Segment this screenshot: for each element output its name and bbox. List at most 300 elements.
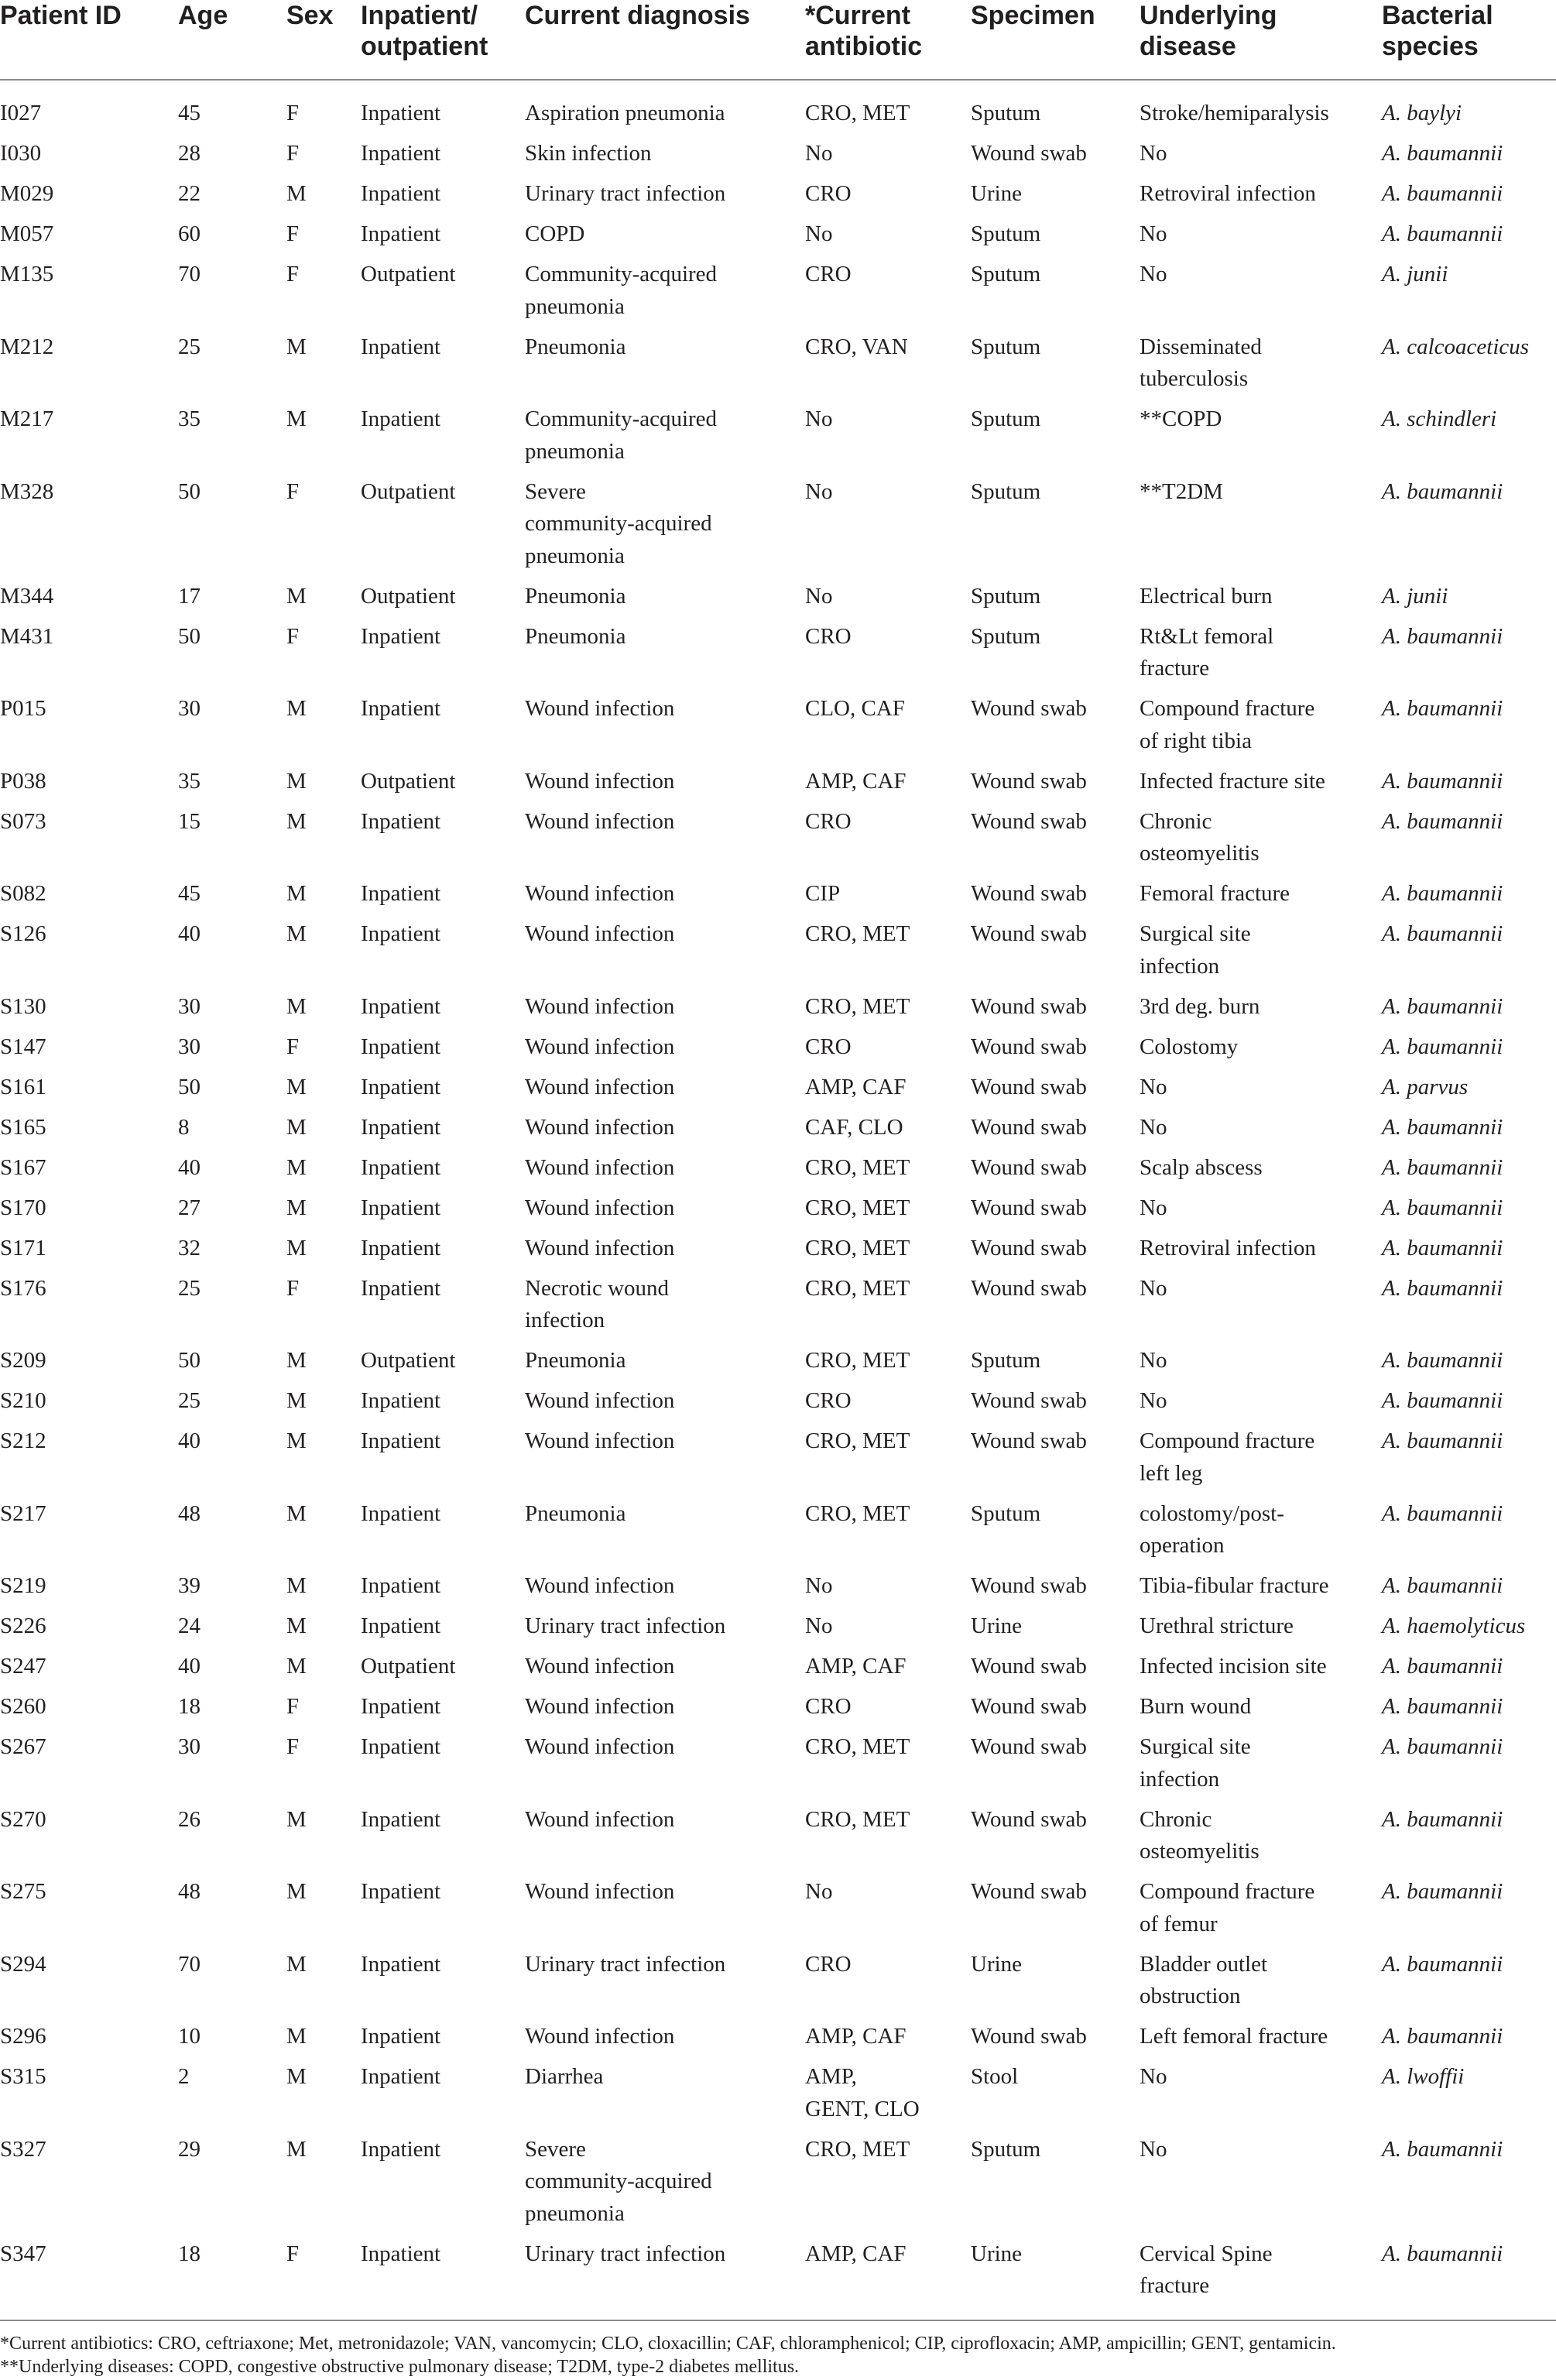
cell-antibiotic-line: CRO bbox=[805, 181, 852, 206]
cell-specimen: Urine bbox=[971, 1951, 1023, 1977]
cell-antibiotic-line: AMP, bbox=[805, 2064, 857, 2089]
cell-antibiotic bbox=[805, 2021, 971, 2061]
cell-diagnosis bbox=[525, 621, 805, 694]
cell-age: 40 bbox=[178, 1654, 200, 1679]
cell-age: 50 bbox=[178, 623, 200, 649]
cell-species: A. baylyi bbox=[1382, 101, 1462, 125]
cell-antibiotic bbox=[805, 476, 971, 581]
cell-antibiotic bbox=[805, 138, 971, 178]
cell-sex: M bbox=[286, 334, 307, 359]
cell-patient-id: S260 bbox=[0, 1694, 46, 1719]
cell-diagnosis bbox=[525, 1691, 805, 1731]
cell-antibiotic bbox=[805, 98, 971, 138]
cell-species: A. baumannii bbox=[1382, 2241, 1503, 2266]
table-row bbox=[0, 2061, 1556, 2134]
cell-antibiotic-line: AMP, CAF bbox=[805, 1074, 907, 1099]
cell-species: A. baumannii bbox=[1382, 1806, 1503, 1832]
cell-species: A. baumannii bbox=[1382, 1694, 1503, 1719]
header-species: Bacterial species bbox=[1382, 0, 1556, 80]
table-row bbox=[0, 476, 1556, 581]
cell-antibiotic-line: CLO, CAF bbox=[805, 696, 905, 721]
cell-age: 8 bbox=[178, 1114, 190, 1140]
cell-age: 17 bbox=[178, 583, 200, 609]
cell-antibiotic bbox=[805, 1273, 971, 1346]
table-row bbox=[0, 98, 1556, 138]
cell-antibiotic bbox=[805, 1804, 971, 1877]
cell-patient-id: S165 bbox=[0, 1114, 46, 1140]
cell-underlying bbox=[1140, 1345, 1382, 1385]
cell-status: Inpatient bbox=[361, 1388, 441, 1413]
cell-age: 40 bbox=[178, 921, 200, 946]
cell-diagnosis-line: Pneumonia bbox=[525, 1348, 626, 1373]
cell-underlying-line: Infected incision site bbox=[1140, 1654, 1327, 1679]
table-row bbox=[0, 1651, 1556, 1691]
cell-status: Inpatient bbox=[361, 623, 441, 649]
cell-age: 18 bbox=[178, 2241, 200, 2266]
cell-sex: M bbox=[286, 1235, 307, 1260]
cell-specimen: Wound swab bbox=[971, 1654, 1087, 1679]
cell-diagnosis bbox=[525, 766, 805, 806]
cell-species: A. baumannii bbox=[1382, 1154, 1503, 1180]
cell-diagnosis-line: COPD bbox=[525, 221, 585, 246]
cell-diagnosis-line: Community-acquired bbox=[525, 406, 718, 431]
cell-age: 22 bbox=[178, 181, 200, 206]
cell-antibiotic bbox=[805, 806, 971, 879]
cell-underlying-line: No bbox=[1140, 221, 1167, 246]
cell-underlying bbox=[1140, 1425, 1382, 1498]
cell-underlying bbox=[1140, 621, 1382, 694]
cell-underlying bbox=[1140, 2134, 1382, 2238]
cell-sex: F bbox=[286, 221, 300, 246]
cell-status: Inpatient bbox=[361, 1034, 441, 1059]
cell-species: A. baumannii bbox=[1382, 181, 1503, 206]
cell-status: Inpatient bbox=[361, 1734, 441, 1759]
cell-underlying-line: infection bbox=[1140, 1766, 1220, 1792]
cell-sex: M bbox=[286, 768, 307, 794]
cell-sex: F bbox=[286, 101, 300, 125]
cell-sex: M bbox=[286, 2024, 307, 2049]
cell-specimen: Stool bbox=[971, 2064, 1019, 2089]
cell-underlying bbox=[1140, 1152, 1382, 1192]
table-row bbox=[0, 1192, 1556, 1233]
cell-underlying-line: No bbox=[1140, 1114, 1167, 1140]
cell-diagnosis-line: Wound infection bbox=[525, 2024, 675, 2049]
cell-sex: M bbox=[286, 1654, 307, 1679]
cell-antibiotic bbox=[805, 1691, 971, 1731]
cell-status: Inpatient bbox=[361, 696, 441, 721]
cell-antibiotic-line: CRO, MET bbox=[805, 1348, 910, 1373]
cell-specimen: Sputum bbox=[971, 221, 1041, 246]
cell-age: 48 bbox=[178, 1879, 200, 1904]
cell-underlying-line: Retroviral infection bbox=[1140, 181, 1316, 206]
cell-underlying-line: 3rd deg. burn bbox=[1140, 993, 1260, 1019]
cell-age: 40 bbox=[178, 1154, 200, 1180]
cell-status: Inpatient bbox=[361, 1694, 441, 1719]
cell-species: A. junii bbox=[1382, 262, 1448, 286]
cell-diagnosis-line: pneumonia bbox=[525, 543, 625, 568]
cell-species: A. baumannii bbox=[1382, 623, 1503, 649]
cell-diagnosis-line: Pneumonia bbox=[525, 1500, 626, 1526]
cell-specimen: Wound swab bbox=[971, 808, 1087, 834]
cell-underlying bbox=[1140, 138, 1382, 178]
cell-underlying-line: fracture bbox=[1140, 656, 1210, 681]
cell-antibiotic bbox=[805, 621, 971, 694]
cell-species: A. haemolyticus bbox=[1382, 1614, 1526, 1638]
cell-antibiotic bbox=[805, 766, 971, 806]
cell-antibiotic-line: CRO, MET bbox=[805, 1195, 910, 1220]
cell-underlying bbox=[1140, 476, 1382, 581]
cell-diagnosis bbox=[525, 218, 805, 259]
cell-species: A. baumannii bbox=[1382, 141, 1503, 166]
cell-underlying-line: Stroke/hemiparalysis bbox=[1140, 101, 1329, 125]
cell-specimen: Wound swab bbox=[971, 1275, 1087, 1301]
table-row bbox=[0, 178, 1556, 218]
cell-underlying-line: tuberculosis bbox=[1140, 366, 1249, 391]
cell-species: A. baumannii bbox=[1382, 993, 1503, 1019]
cell-specimen: Wound swab bbox=[971, 1034, 1087, 1059]
cell-diagnosis bbox=[525, 1876, 805, 1949]
cell-underlying bbox=[1140, 1385, 1382, 1425]
cell-antibiotic bbox=[805, 178, 971, 218]
cell-sex: M bbox=[286, 881, 307, 906]
cell-species: A. baumannii bbox=[1382, 1428, 1503, 1453]
cell-sex: M bbox=[286, 2064, 307, 2089]
table-bottom-rule bbox=[0, 2320, 1556, 2321]
cell-underlying bbox=[1140, 1192, 1382, 1233]
cell-underlying bbox=[1140, 1651, 1382, 1691]
cell-status: Inpatient bbox=[361, 808, 441, 834]
cell-sex: F bbox=[286, 1734, 300, 1759]
cell-underlying bbox=[1140, 1273, 1382, 1346]
cell-diagnosis bbox=[525, 1804, 805, 1877]
footnote-diseases: **Underlying diseases: COPD, congestive obstructive pulmonary disease; T2DM, type-2 diabetes mellitus. bbox=[0, 2357, 800, 2377]
cell-patient-id: S347 bbox=[0, 2241, 46, 2266]
table-row bbox=[0, 1731, 1556, 1804]
cell-antibiotic bbox=[805, 1570, 971, 1610]
header-status: Inpatient/ outpatient bbox=[361, 0, 525, 80]
cell-sex: M bbox=[286, 808, 307, 834]
table-row bbox=[0, 1072, 1556, 1112]
cell-sex: M bbox=[286, 696, 307, 721]
cell-antibiotic bbox=[805, 1949, 971, 2022]
cell-diagnosis-line: Diarrhea bbox=[525, 2064, 604, 2089]
cell-age: 29 bbox=[178, 2136, 200, 2162]
cell-diagnosis-line: pneumonia bbox=[525, 438, 625, 464]
cell-underlying-line: Tibia-fibular fracture bbox=[1140, 1573, 1329, 1598]
cell-antibiotic bbox=[805, 1233, 971, 1273]
cell-age: 27 bbox=[178, 1195, 200, 1220]
table-row bbox=[0, 1876, 1556, 1949]
cell-age: 50 bbox=[178, 478, 200, 504]
cell-specimen: Wound swab bbox=[971, 1806, 1087, 1832]
cell-status: Inpatient bbox=[361, 101, 441, 125]
cell-diagnosis bbox=[525, 2238, 805, 2311]
cell-patient-id: M029 bbox=[0, 181, 54, 206]
cell-underlying-line: Electrical burn bbox=[1140, 583, 1273, 609]
cell-antibiotic-line: CRO bbox=[805, 623, 852, 649]
cell-patient-id: M344 bbox=[0, 583, 54, 609]
table-row bbox=[0, 1949, 1556, 2022]
cell-diagnosis-line: Wound infection bbox=[525, 1114, 675, 1140]
cell-underlying bbox=[1140, 1731, 1382, 1804]
cell-underlying-line: No bbox=[1140, 1388, 1167, 1413]
table-row bbox=[0, 1498, 1556, 1571]
cell-patient-id: S315 bbox=[0, 2064, 46, 2089]
cell-age: 2 bbox=[178, 2064, 190, 2089]
cell-sex: F bbox=[286, 1275, 300, 1301]
cell-age: 35 bbox=[178, 768, 200, 794]
cell-underlying bbox=[1140, 1498, 1382, 1571]
cell-underlying-line: obstruction bbox=[1140, 1984, 1241, 2008]
cell-sex: M bbox=[286, 993, 307, 1019]
cell-age: 30 bbox=[178, 1734, 200, 1759]
cell-antibiotic-line: GENT, CLO bbox=[805, 2096, 920, 2121]
cell-patient-id: S294 bbox=[0, 1951, 46, 1977]
cell-underlying-line: Femoral fracture bbox=[1140, 881, 1290, 906]
cell-age: 15 bbox=[178, 808, 200, 834]
cell-age: 25 bbox=[178, 1275, 200, 1301]
cell-specimen: Wound swab bbox=[971, 1734, 1087, 1759]
cell-diagnosis bbox=[525, 259, 805, 331]
cell-status: Inpatient bbox=[361, 2024, 441, 2049]
table-row bbox=[0, 806, 1556, 879]
cell-specimen: Sputum bbox=[971, 262, 1041, 286]
table-row bbox=[0, 991, 1556, 1031]
cell-species: A. baumannii bbox=[1382, 221, 1503, 246]
cell-antibiotic bbox=[805, 1192, 971, 1233]
cell-antibiotic bbox=[805, 581, 971, 621]
cell-patient-id: S073 bbox=[0, 808, 46, 834]
cell-diagnosis bbox=[525, 1949, 805, 2022]
cell-patient-id: P015 bbox=[0, 696, 46, 721]
cell-status: Inpatient bbox=[361, 1879, 441, 1904]
table-row bbox=[0, 918, 1556, 991]
cell-species: A. baumannii bbox=[1382, 881, 1503, 906]
cell-sex: F bbox=[286, 141, 300, 166]
cell-diagnosis-line: Wound infection bbox=[525, 1879, 675, 1904]
cell-antibiotic-line: AMP, CAF bbox=[805, 768, 907, 794]
cell-status: Inpatient bbox=[361, 2136, 441, 2162]
cell-species: A. baumannii bbox=[1382, 1951, 1503, 1977]
cell-species: A. baumannii bbox=[1382, 1114, 1503, 1140]
cell-underlying-line: No bbox=[1140, 2136, 1167, 2162]
cell-diagnosis-line: Community-acquired bbox=[525, 262, 718, 286]
cell-age: 39 bbox=[178, 1573, 200, 1598]
cell-underlying bbox=[1140, 1031, 1382, 1072]
cell-patient-id: S176 bbox=[0, 1275, 46, 1301]
cell-underlying bbox=[1140, 2238, 1382, 2311]
header-spacer bbox=[0, 80, 1556, 98]
cell-status: Inpatient bbox=[361, 1428, 441, 1453]
header-row bbox=[0, 0, 1556, 80]
cell-antibiotic bbox=[805, 1610, 971, 1651]
table-row bbox=[0, 1273, 1556, 1346]
cell-diagnosis-line: Wound infection bbox=[525, 1654, 675, 1679]
cell-sex: M bbox=[286, 1573, 307, 1598]
cell-diagnosis-line: community-acquired bbox=[525, 2169, 712, 2193]
cell-diagnosis-line: pneumonia bbox=[525, 293, 625, 319]
cell-antibiotic bbox=[805, 1651, 971, 1691]
cell-diagnosis-line: Pneumonia bbox=[525, 334, 626, 359]
cell-diagnosis-line: Wound infection bbox=[525, 921, 675, 946]
cell-specimen: Wound swab bbox=[971, 1195, 1087, 1220]
cell-antibiotic bbox=[805, 1385, 971, 1425]
cell-underlying bbox=[1140, 2061, 1382, 2134]
table-row bbox=[0, 1112, 1556, 1152]
cell-antibiotic bbox=[805, 1031, 971, 1072]
table-row bbox=[0, 331, 1556, 404]
cell-age: 50 bbox=[178, 1074, 200, 1099]
cell-specimen: Wound swab bbox=[971, 881, 1087, 906]
cell-age: 30 bbox=[178, 1034, 200, 1059]
cell-status: Inpatient bbox=[361, 1500, 441, 1526]
cell-diagnosis-line: Urinary tract infection bbox=[525, 1614, 726, 1638]
cell-diagnosis bbox=[525, 138, 805, 178]
cell-patient-id: S267 bbox=[0, 1734, 46, 1759]
cell-specimen: Wound swab bbox=[971, 1235, 1087, 1260]
cell-sex: M bbox=[286, 1806, 307, 1832]
cell-age: 30 bbox=[178, 696, 200, 721]
cell-diagnosis bbox=[525, 1233, 805, 1273]
cell-species: A. baumannii bbox=[1382, 768, 1503, 794]
cell-status: Outpatient bbox=[361, 1654, 456, 1679]
cell-underlying-line: Surgical site bbox=[1140, 921, 1251, 946]
cell-diagnosis bbox=[525, 2021, 805, 2061]
cell-status: Inpatient bbox=[361, 1074, 441, 1099]
cell-age: 32 bbox=[178, 1235, 200, 1260]
cell-species: A. baumannii bbox=[1382, 1275, 1503, 1301]
cell-underlying-line: osteomyelitis bbox=[1140, 841, 1260, 866]
cell-antibiotic-line: CRO bbox=[805, 1388, 852, 1413]
cell-underlying bbox=[1140, 1233, 1382, 1273]
table-row bbox=[0, 2021, 1556, 2061]
cell-species: A. baumannii bbox=[1382, 2136, 1503, 2162]
header-patient-id: Patient ID bbox=[0, 0, 178, 80]
cell-underlying bbox=[1140, 806, 1382, 879]
cell-diagnosis-line: community-acquired bbox=[525, 511, 712, 536]
cell-sex: M bbox=[286, 1074, 307, 1099]
cell-status: Inpatient bbox=[361, 181, 441, 206]
table-row bbox=[0, 2238, 1556, 2311]
cell-specimen: Wound swab bbox=[971, 921, 1087, 946]
cell-diagnosis bbox=[525, 1731, 805, 1804]
cell-status: Inpatient bbox=[361, 1114, 441, 1140]
cell-age: 24 bbox=[178, 1614, 200, 1638]
cell-diagnosis bbox=[525, 1385, 805, 1425]
cell-underlying-line: left leg bbox=[1140, 1460, 1203, 1486]
cell-status: Inpatient bbox=[361, 1235, 441, 1260]
cell-diagnosis-line: Urinary tract infection bbox=[525, 181, 726, 206]
cell-species: A. parvus bbox=[1382, 1074, 1469, 1099]
cell-sex: M bbox=[286, 1951, 307, 1977]
cell-sex: M bbox=[286, 1614, 307, 1638]
cell-diagnosis bbox=[525, 991, 805, 1031]
cell-status: Inpatient bbox=[361, 1154, 441, 1180]
cell-antibiotic-line: CRO, MET bbox=[805, 1275, 910, 1301]
header-age: Age bbox=[178, 0, 286, 80]
cell-diagnosis bbox=[525, 476, 805, 581]
cell-status: Outpatient bbox=[361, 262, 456, 286]
cell-sex: M bbox=[286, 1348, 307, 1373]
cell-antibiotic-line: CRO, MET bbox=[805, 2136, 910, 2162]
cell-patient-id: S209 bbox=[0, 1348, 46, 1373]
cell-antibiotic bbox=[805, 693, 971, 766]
cell-antibiotic bbox=[805, 2238, 971, 2311]
cell-antibiotic-line: CRO bbox=[805, 1694, 852, 1719]
cell-status: Inpatient bbox=[361, 1806, 441, 1832]
cell-age: 25 bbox=[178, 1388, 200, 1413]
cell-specimen: Sputum bbox=[971, 583, 1041, 609]
cell-antibiotic-line: CRO bbox=[805, 1951, 852, 1977]
cell-diagnosis-line: Wound infection bbox=[525, 881, 675, 906]
cell-age: 25 bbox=[178, 334, 200, 359]
cell-status: Inpatient bbox=[361, 1614, 441, 1638]
cell-diagnosis bbox=[525, 581, 805, 621]
cell-patient-id: S219 bbox=[0, 1573, 46, 1598]
header-underlying: Underlying disease bbox=[1140, 0, 1382, 80]
cell-diagnosis-line: Wound infection bbox=[525, 1074, 675, 1099]
cell-sex: M bbox=[286, 1195, 307, 1220]
cell-status: Inpatient bbox=[361, 1951, 441, 1977]
cell-underlying bbox=[1140, 218, 1382, 259]
cell-specimen: Wound swab bbox=[971, 696, 1087, 721]
cell-patient-id: S210 bbox=[0, 1388, 46, 1413]
cell-specimen: Sputum bbox=[971, 1500, 1041, 1526]
cell-underlying-line: No bbox=[1140, 2064, 1167, 2089]
table-row bbox=[0, 1233, 1556, 1273]
cell-underlying-line: No bbox=[1140, 1275, 1167, 1301]
cell-patient-id: S130 bbox=[0, 993, 46, 1019]
cell-underlying-line: Left femoral fracture bbox=[1140, 2024, 1328, 2049]
cell-status: Inpatient bbox=[361, 993, 441, 1019]
cell-antibiotic bbox=[805, 403, 971, 476]
cell-sex: M bbox=[286, 1500, 307, 1526]
cell-antibiotic-line: CRO bbox=[805, 1034, 852, 1059]
cell-underlying bbox=[1140, 1804, 1382, 1877]
cell-antibiotic-line: CRO, MET bbox=[805, 1235, 910, 1260]
table-row bbox=[0, 1345, 1556, 1385]
cell-specimen: Wound swab bbox=[971, 141, 1087, 166]
cell-diagnosis-line: Severe bbox=[525, 2136, 586, 2162]
cell-species: A. calcoaceticus bbox=[1382, 334, 1530, 359]
cell-patient-id: M328 bbox=[0, 478, 54, 504]
cell-underlying-line: of femur bbox=[1140, 1911, 1218, 1936]
cell-antibiotic bbox=[805, 1152, 971, 1192]
cell-diagnosis-line: Wound infection bbox=[525, 768, 675, 794]
cell-underlying-line: Surgical site bbox=[1140, 1734, 1251, 1759]
cell-sex: F bbox=[286, 623, 300, 649]
cell-age: 10 bbox=[178, 2024, 200, 2049]
cell-specimen: Sputum bbox=[971, 101, 1041, 125]
cell-antibiotic-line: No bbox=[805, 1573, 833, 1598]
cell-antibiotic-line: CRO, MET bbox=[805, 993, 910, 1019]
cell-patient-id: S270 bbox=[0, 1806, 46, 1832]
cell-specimen: Wound swab bbox=[971, 1154, 1087, 1180]
cell-species: A. baumannii bbox=[1382, 1573, 1503, 1598]
cell-diagnosis-line: Pneumonia bbox=[525, 623, 626, 649]
cell-species: A. baumannii bbox=[1382, 1654, 1503, 1679]
cell-patient-id: S247 bbox=[0, 1654, 46, 1679]
cell-status: Inpatient bbox=[361, 881, 441, 906]
cell-underlying-line: No bbox=[1140, 1348, 1167, 1373]
cell-underlying bbox=[1140, 918, 1382, 991]
cell-specimen: Wound swab bbox=[971, 1074, 1087, 1099]
cell-age: 40 bbox=[178, 1428, 200, 1453]
cell-antibiotic-line: CRO bbox=[805, 262, 852, 286]
cell-species: A. baumannii bbox=[1382, 1235, 1503, 1260]
cell-species: A. baumannii bbox=[1382, 478, 1503, 504]
cell-patient-id: S171 bbox=[0, 1235, 46, 1260]
